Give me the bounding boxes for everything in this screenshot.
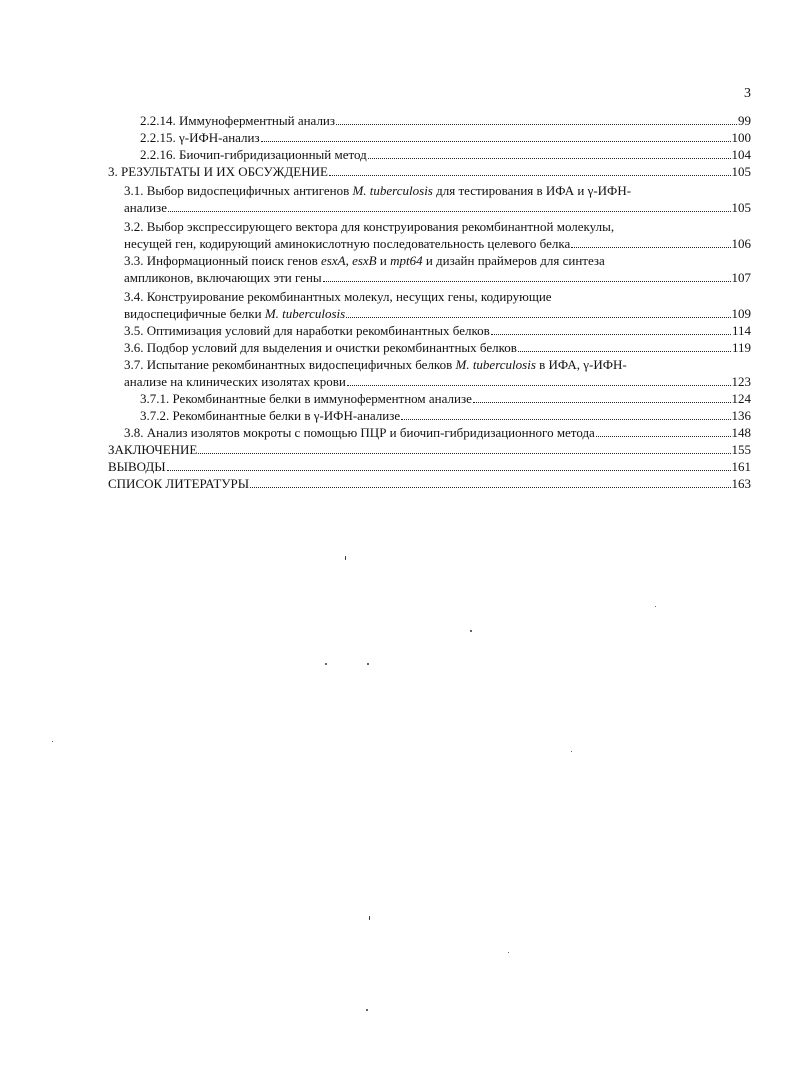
toc-entry-page: 106 <box>731 236 751 251</box>
toc-entry-conclusion[interactable] <box>108 442 751 458</box>
toc-entry-title: 3.5. Оптимизация условий для наработки рекомбинантных белков <box>124 323 490 338</box>
toc-entry-title: 3.4. Конструирование рекомбинантных молекул, несущих гены, кодирующие <box>124 289 552 304</box>
scan-speck <box>508 952 509 953</box>
toc-entry-3-4-line2[interactable] <box>124 306 751 322</box>
toc-entry-3[interactable] <box>108 164 751 180</box>
toc-entry-2-2-15[interactable] <box>140 130 751 146</box>
scan-speck <box>52 741 53 742</box>
toc-entry-page: 136 <box>731 408 751 423</box>
toc-entry-references[interactable] <box>108 476 751 492</box>
toc-entry-page: 123 <box>731 374 751 389</box>
toc-entry-3-3-line1[interactable] <box>124 253 751 269</box>
toc-entry-title: СПИСОК ЛИТЕРАТУРЫ <box>108 476 250 491</box>
toc-leader-dots <box>329 164 731 176</box>
toc-entry-3-7-1[interactable] <box>140 391 751 407</box>
toc-entry-3-7-2[interactable] <box>140 408 751 424</box>
toc-leader-dots <box>491 323 731 335</box>
toc-leader-dots <box>346 306 730 318</box>
toc-leader-dots <box>571 236 730 248</box>
scan-speck <box>345 556 346 560</box>
toc-leader-dots <box>261 130 731 142</box>
toc-entry-page: 105 <box>731 164 751 179</box>
toc-entry-page: 100 <box>731 130 751 145</box>
toc-leader-dots <box>168 200 731 212</box>
scan-speck <box>367 663 369 665</box>
toc-entry-page: 105 <box>731 200 751 215</box>
toc-entry-page: 163 <box>731 476 751 491</box>
toc-leader-dots <box>518 340 731 352</box>
toc-entry-title: 3. РЕЗУЛЬТАТЫ И ИХ ОБСУЖДЕНИЕ <box>108 164 328 179</box>
toc-entry-title-continued: несущей ген, кодирующий аминокислотную последовательность целевого белка <box>124 236 571 251</box>
toc-entry-3-2-line1[interactable] <box>124 219 751 235</box>
toc-entry-3-6[interactable] <box>124 340 751 356</box>
scan-speck <box>366 1009 368 1011</box>
toc-entry-title: 3.3. Информационный поиск генов esxA, esxB и mpt64 и дизайн праймеров для синтеза <box>124 253 605 268</box>
toc-entry-title: 3.8. Анализ изолятов мокроты с помощью ПЦР и биочип-гибридизационного метода <box>124 425 595 440</box>
scan-speck <box>325 663 327 665</box>
toc-entry-page: 161 <box>731 459 751 474</box>
toc-entry-3-5[interactable] <box>124 323 751 339</box>
toc-entry-3-2-line2[interactable] <box>124 236 751 252</box>
toc-entry-page: 104 <box>731 147 751 162</box>
toc-entry-page: 119 <box>731 340 751 355</box>
toc-entry-title: 2.2.15. γ-ИФН-анализ <box>140 130 260 145</box>
toc-entry-title: ВЫВОДЫ <box>108 459 166 474</box>
toc-entry-findings[interactable] <box>108 459 751 475</box>
toc-leader-dots <box>596 425 731 437</box>
toc-entry-3-1-line2[interactable] <box>124 200 751 216</box>
toc-entry-2-2-16[interactable] <box>140 147 751 163</box>
toc-entry-title-continued: ампликонов, включающих эти гены <box>124 270 322 285</box>
toc-leader-dots <box>250 476 730 488</box>
toc-entry-title: 3.7.2. Рекомбинантные белки в γ-ИФН-анализе <box>140 408 401 423</box>
toc-leader-dots <box>167 459 731 471</box>
toc-entry-3-4-line1[interactable] <box>124 289 751 305</box>
toc-entry-3-8[interactable] <box>124 425 751 441</box>
toc-entry-3-3-line2[interactable] <box>124 270 751 286</box>
toc-leader-dots <box>401 408 730 420</box>
toc-entry-page: 109 <box>731 306 751 321</box>
scan-speck <box>571 751 572 752</box>
toc-entry-title-continued: анализе <box>124 200 167 215</box>
toc-leader-dots <box>368 147 731 159</box>
toc-entry-page: 114 <box>731 323 751 338</box>
toc-entry-title: ЗАКЛЮЧЕНИЕ <box>108 442 198 457</box>
toc-entry-page: 99 <box>738 113 751 128</box>
toc-entry-page: 148 <box>731 425 751 440</box>
scan-speck <box>655 606 656 607</box>
toc-entry-title: 3.1. Выбор видоспецифичных антигенов M. tuberculosis для тестирования в ИФА и γ-ИФН- <box>124 183 632 198</box>
scan-speck <box>470 630 472 632</box>
toc-entry-3-1-line1[interactable] <box>124 183 751 199</box>
toc-entry-title: 3.7. Испытание рекомбинантных видоспецифичных белков M. tuberculosis в ИФА, γ-ИФН- <box>124 357 627 372</box>
page-number: 3 <box>744 86 751 101</box>
toc-entry-page: 155 <box>731 442 751 457</box>
toc-entry-title: 3.7.1. Рекомбинантные белки в иммуноферментном анализе <box>140 391 472 406</box>
toc-leader-dots <box>336 113 737 125</box>
toc-entry-title-continued: анализе на клинических изолятах крови <box>124 374 346 389</box>
scan-speck <box>369 916 370 920</box>
toc-leader-dots <box>473 391 731 403</box>
toc-entry-title: 2.2.16. Биочип-гибридизационный метод <box>140 147 367 162</box>
toc-entry-page: 107 <box>731 270 751 285</box>
toc-leader-dots <box>198 442 730 454</box>
toc-entry-title-continued: видоспецифичные белки M. tuberculosis <box>124 306 346 321</box>
toc-entry-2-2-14[interactable] <box>140 113 751 129</box>
toc-entry-title: 2.2.14. Иммуноферментный анализ <box>140 113 336 128</box>
toc-entry-page: 124 <box>731 391 751 406</box>
toc-entry-3-7-line1[interactable] <box>124 357 751 373</box>
toc-entry-title: 3.2. Выбор экспрессирующего вектора для конструирования рекомбинантной молекулы, <box>124 219 615 234</box>
toc-entry-3-7-line2[interactable] <box>124 374 751 390</box>
toc-leader-dots <box>347 374 731 386</box>
toc-entry-title: 3.6. Подбор условий для выделения и очистки рекомбинантных белков <box>124 340 517 355</box>
toc-leader-dots <box>323 270 731 282</box>
